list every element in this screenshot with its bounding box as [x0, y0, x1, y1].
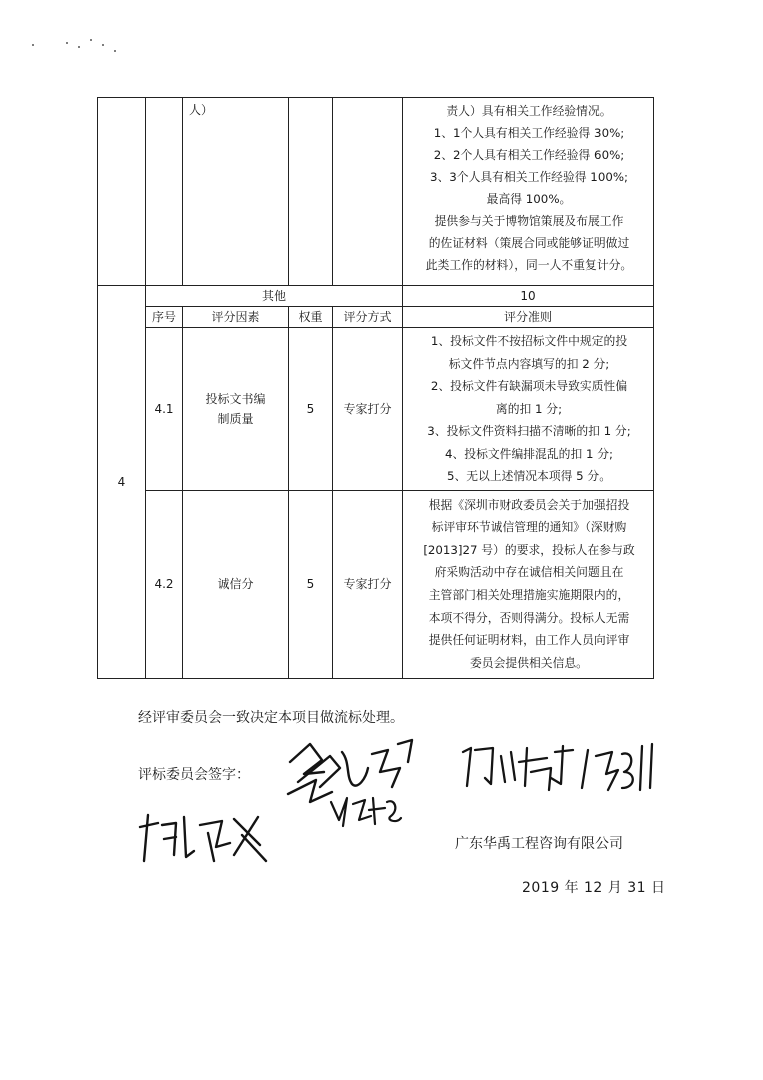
signature-2 — [325, 790, 405, 835]
company-name: 广东华禹工程咨询有限公司 — [455, 836, 623, 852]
carry-over-index-cell — [98, 98, 146, 286]
carry-over-factor: 人） — [183, 98, 289, 286]
signature-5 — [130, 805, 270, 870]
carry-over-row — [98, 98, 654, 286]
section-number: 4 — [98, 286, 146, 679]
row-method: 专家打分 — [333, 328, 403, 491]
header-row — [98, 307, 654, 328]
carry-over-method-cell — [333, 98, 403, 286]
header-weight: 权重 — [289, 307, 333, 328]
carry-over-no-cell — [146, 98, 183, 286]
row-weight: 5 — [289, 490, 333, 678]
conclusion-text: 经评审委员会一致决定本项目做流标处理。 — [138, 710, 404, 726]
row-criteria: 根据《深圳市财政委员会关于加强招投 标评审环节诚信管理的通知》（深财购 [2013]27 号）的要求，投标人在参与政 府采购活动中存在诚信相关问题且在 主管部门相关处理措施实施期限内的， 本项不得分，否则得满分。投标人无需 提供任何证明材料，由工作人员向评审 委员会提供相关信息。 — [403, 490, 654, 678]
header-no: 序号 — [146, 307, 183, 328]
table-row — [98, 490, 654, 678]
row-factor: 投标文书编制质量 — [183, 328, 289, 491]
header-factor: 评分因素 — [183, 307, 289, 328]
row-criteria: 1、投标文件不按招标文件中规定的投 标文件节点内容填写的扣 2 分; 2、投标文件有缺漏项未导致实质性偏 离的扣 1 分; 3、投标文件资料扫描不清晰的扣 1 分; 4、投标文件编排混乱的扣 1 分; 5、无以上述情况本项得 5 分。 — [403, 328, 654, 491]
section-score: 10 — [403, 286, 654, 307]
row-method: 专家打分 — [333, 490, 403, 678]
header-method: 评分方式 — [333, 307, 403, 328]
header-criteria: 评分准则 — [403, 307, 654, 328]
row-no: 4.1 — [146, 328, 183, 491]
signing-date: 2019 年 12 月 31 日 — [522, 880, 666, 896]
signature-4 — [578, 738, 663, 798]
scan-specks — [30, 36, 140, 56]
table-row — [98, 328, 654, 491]
carry-over-weight-cell — [289, 98, 333, 286]
carry-over-criteria: 责人）具有相关工作经验情况。 1、1个人具有相关工作经验得 30%; 2、2个人具有相关工作经验得 60%; 3、3个人具有相关工作经验得 100%; 最高得 100%。 提供参与关于博物馆策展及布展工作 的佐证材料（策展合同或能够证明做过 此类工作的材料），同一人不重复计分。 — [403, 98, 654, 286]
section-title-row — [98, 286, 654, 307]
scoring-table — [97, 97, 654, 679]
row-no: 4.2 — [146, 490, 183, 678]
row-factor: 诚信分 — [183, 490, 289, 678]
row-weight: 5 — [289, 328, 333, 491]
sign-label: 评标委员会签字： — [138, 767, 250, 783]
section-title: 其他 — [146, 286, 403, 307]
signature-3 — [455, 738, 580, 798]
